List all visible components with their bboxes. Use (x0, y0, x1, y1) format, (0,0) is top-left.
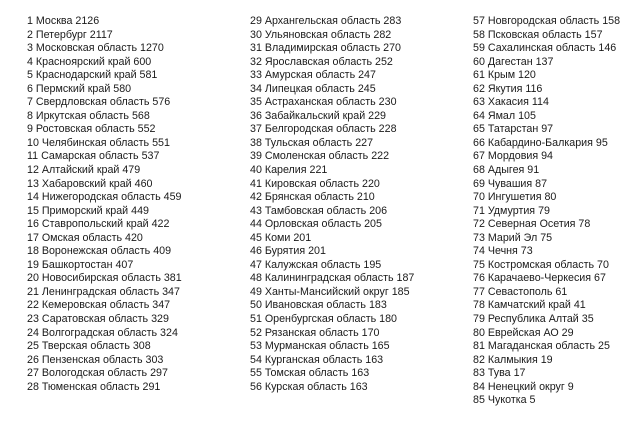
list-item: 4 Красноярский край 600 (27, 55, 152, 68)
list-item: 30 Ульяновская область 282 (250, 28, 392, 41)
list-item: 78 Камчатский край 41 (473, 299, 586, 312)
list-item: 9 Ростовская область 552 (27, 123, 156, 136)
list-item: 2 Петербург 2117 (27, 28, 113, 41)
list-item: 41 Кировская область 220 (250, 177, 380, 190)
list-item: 14 Нижегородская область 459 (27, 191, 182, 204)
list-item: 16 Ставропольский край 422 (27, 218, 170, 231)
list-item: 57 Новгородская область 158 (473, 15, 621, 27)
list-item: 28 Тюменская область 291 (27, 380, 161, 393)
list-item: 68 Адыгея 91 (473, 164, 540, 177)
list-item: 60 Дагестан 137 (473, 55, 554, 68)
list-item: 26 Пензенская область 303 (27, 353, 164, 366)
list-item: 11 Самарская область 537 (27, 150, 160, 163)
list-item: 75 Костромская область 70 (473, 258, 609, 271)
list-item: 18 Воронежская область 409 (27, 245, 172, 258)
list-item: 59 Сахалинская область 146 (473, 42, 617, 55)
list-item: 72 Северная Осетия 78 (473, 218, 591, 231)
list-item: 12 Алтайский край 479 (27, 164, 141, 177)
list-item: 53 Мурманская область 165 (250, 340, 390, 353)
list-item: 50 Ивановская область 183 (250, 299, 387, 312)
list-item: 34 Липецкая область 245 (250, 82, 376, 95)
list-item: 67 Мордовия 94 (473, 150, 553, 163)
list-item: 63 Хакасия 114 (473, 96, 549, 109)
list-item: 54 Курганская область 163 (250, 353, 384, 366)
list-item: 69 Чувашия 87 (473, 177, 548, 190)
list-item: 62 Якутия 116 (473, 82, 543, 95)
list-item: 44 Орловская область 205 (250, 218, 382, 231)
list-item: 3 Московская область 1270 (27, 42, 164, 55)
list-item: 61 Крым 120 (473, 69, 536, 82)
list-item: 52 Рязанская область 170 (250, 326, 380, 339)
list-item: 66 Кабардино-Балкария 95 (473, 136, 608, 149)
list-item: 64 Ямал 105 (473, 109, 536, 122)
list-item: 58 Псковская область 157 (473, 28, 603, 41)
list-item: 42 Брянская область 210 (250, 191, 375, 204)
list-item: 38 Тульская область 227 (250, 136, 374, 149)
list-item: 29 Архангельская область 283 (250, 15, 402, 27)
list-item: 20 Новосибирская область 381 (27, 272, 182, 285)
list-item: 13 Хабаровский край 460 (27, 177, 153, 190)
list-item: 79 Республика Алтай 35 (473, 313, 594, 326)
list-item: 45 Коми 201 (250, 231, 312, 244)
list-item: 51 Оренбургская область 180 (250, 313, 398, 326)
list-item: 39 Смоленская область 222 (250, 150, 390, 163)
list-item: 36 Забайкальский край 229 (250, 109, 386, 122)
list-item: 32 Ярославская область 252 (250, 55, 393, 68)
list-item: 49 Ханты-Мансийский округ 185 (250, 285, 410, 298)
list-item: 1 Москва 2126 (27, 15, 100, 27)
list-item: 31 Владимирская область 270 (250, 42, 401, 55)
list-item: 40 Карелия 221 (250, 164, 328, 177)
list-item: 33 Амурская область 247 (250, 69, 376, 82)
list-item: 56 Курская область 163 (250, 380, 368, 393)
ranking-column-2 (250, 15, 414, 394)
list-item: 8 Иркутская область 568 (27, 109, 150, 122)
list-item: 71 Удмуртия 79 (473, 204, 550, 217)
list-item: 23 Саратовская область 329 (27, 313, 169, 326)
list-item: 73 Марий Эл 75 (473, 231, 553, 244)
list-item: 84 Ненецкий округ 9 (473, 380, 574, 393)
list-item: 7 Свердловская область 576 (27, 96, 171, 109)
list-item: 37 Белгородская область 228 (250, 123, 397, 136)
list-item: 25 Тверская область 308 (27, 340, 151, 353)
list-item: 82 Калмыкия 19 (473, 353, 553, 366)
list-item: 10 Челябинская область 551 (27, 136, 170, 149)
list-item: 83 Тува 17 (473, 367, 526, 380)
list-item: 65 Татарстан 97 (473, 123, 554, 136)
list-item: 74 Чечня 73 (473, 245, 533, 258)
list-item: 77 Севастополь 61 (473, 285, 568, 298)
list-item: 43 Тамбовская область 206 (250, 204, 388, 217)
list-item: 48 Калининградская область 187 (250, 272, 415, 285)
list-item: 81 Магаданская область 25 (473, 340, 610, 353)
ranking-column-1 (27, 15, 182, 394)
ranking-column-3 (473, 15, 620, 408)
list-item: 17 Омская область 420 (27, 231, 143, 244)
list-item: 22 Кемеровская область 347 (27, 299, 171, 312)
list-item: 5 Краснодарский край 581 (27, 69, 158, 82)
list-item: 24 Волгоградская область 324 (27, 326, 178, 339)
list-item: 85 Чукотка 5 (473, 394, 536, 407)
list-item: 76 Карачаево-Черкесия 67 (473, 272, 606, 285)
region-ranking-list (0, 15, 640, 415)
list-item: 27 Вологодская область 297 (27, 367, 168, 380)
list-item: 46 Бурятия 201 (250, 245, 326, 258)
list-item: 80 Еврейская АО 29 (473, 326, 574, 339)
list-item: 19 Башкортостан 407 (27, 258, 134, 271)
list-item: 70 Ингушетия 80 (473, 191, 557, 204)
list-item: 47 Калужская область 195 (250, 258, 382, 271)
list-item: 6 Пермский край 580 (27, 82, 132, 95)
list-item: 21 Ленинградская область 347 (27, 285, 180, 298)
list-item: 55 Томская область 163 (250, 367, 370, 380)
list-item: 15 Приморский край 449 (27, 204, 149, 217)
list-item: 35 Астраханская область 230 (250, 96, 397, 109)
